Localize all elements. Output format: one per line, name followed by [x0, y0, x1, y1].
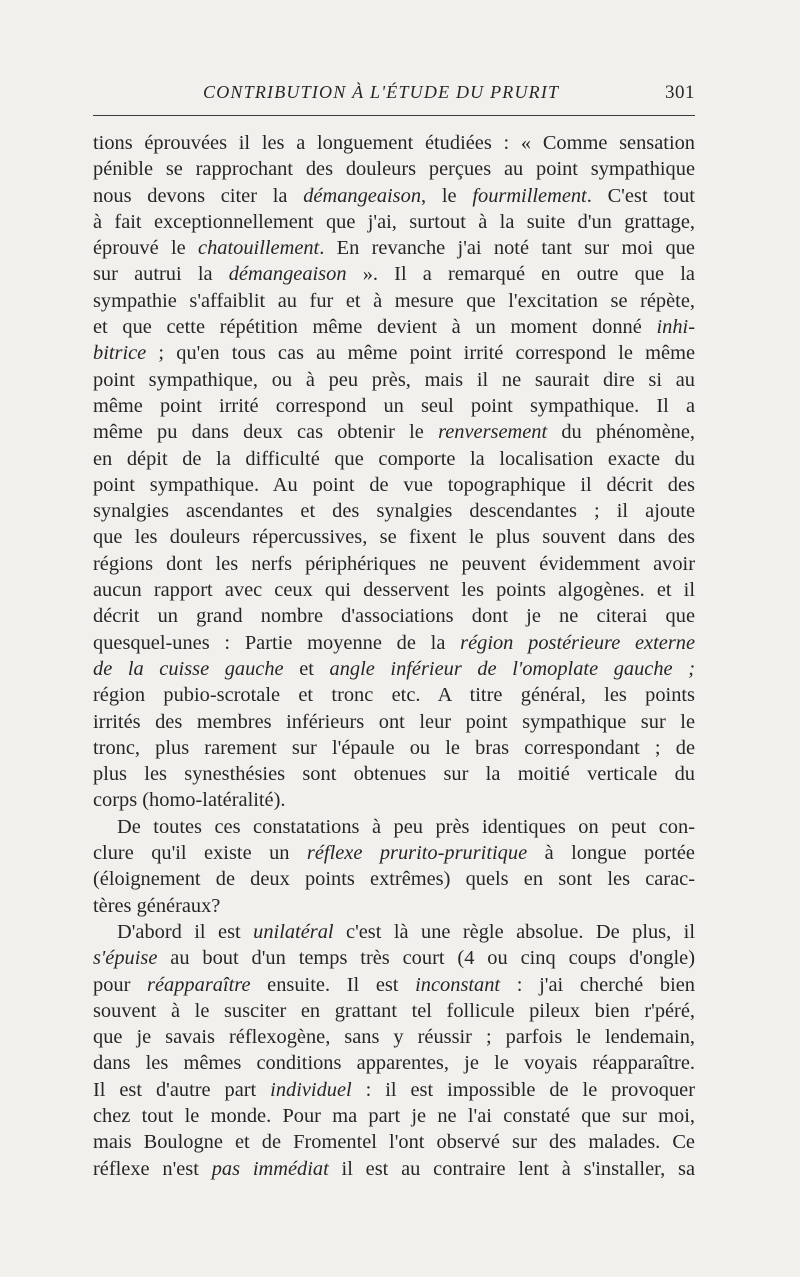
text-segment: à fait exceptionnellement que j'ai, surtout à la suite d'un grattage, [93, 210, 695, 233]
text-segment: ensuite. Il est [250, 973, 416, 996]
text-segment: (éloignement de deux points extrêmes) quels en sont les carac- [93, 868, 695, 891]
text-line [93, 998, 695, 1024]
text-line [93, 945, 695, 971]
text-segment: Il est d'autre part [93, 1078, 271, 1101]
italic-segment: angle inférieur de l'omoplate gauche ; [329, 657, 695, 680]
italic-segment: réapparaître [147, 973, 251, 996]
text-line [93, 1077, 695, 1103]
italic-segment: fourmillement [472, 184, 587, 207]
text-segment: tronc, plus rarement sur l'épaule ou le bras correspondant ; de [93, 736, 695, 759]
text-segment: souvent à le susciter en grattant tel follicule pileux bien r'péré, [93, 999, 695, 1022]
text-segment: mais Boulogne et de Fromentel l'ont observé sur des malades. Ce [93, 1131, 695, 1154]
text-line [93, 814, 695, 840]
text-line [93, 419, 695, 445]
text-line [93, 130, 695, 156]
text-segment: , le [421, 184, 473, 207]
text-line [93, 709, 695, 735]
text-line [93, 1129, 695, 1155]
text-segment: et que cette répétition même devient à un moment donné [93, 316, 657, 339]
text-segment: pénible se rapprochant des douleurs perçues au point sympathique [93, 158, 695, 181]
text-segment: éprouvé le [93, 237, 199, 260]
text-segment: corps (homo-latéralité). [93, 789, 286, 812]
text-segment: pour [93, 973, 148, 996]
text-line [93, 603, 695, 629]
text-segment: : j'ai cherché bien [500, 973, 695, 996]
text-line [93, 340, 695, 366]
text-segment: et [283, 657, 330, 680]
text-line [93, 735, 695, 761]
text-segment: décrit un grand nombre d'associations dont je ne citerai que [93, 605, 695, 628]
text-segment: que les douleurs répercussives, se fixent le plus souvent dans des [93, 526, 695, 549]
text-segment: que je savais réflexogène, sans y réussir ; parfois le lendemain, [93, 1026, 695, 1049]
text-segment: quesquel-unes : Partie moyenne de la [93, 631, 461, 654]
text-segment: à longue portée [527, 842, 695, 865]
text-segment: chez tout le monde. Pour ma part je ne l'ai constaté que sur moi, [93, 1104, 695, 1127]
text-segment: au bout d'un temps très court (4 ou cinq coups d'ongle) [157, 947, 695, 970]
text-line [93, 682, 695, 708]
text-line [93, 288, 695, 314]
text-line [93, 314, 695, 340]
text-line [93, 577, 695, 603]
text-segment: réflexe n'est [93, 1157, 212, 1180]
text-line [93, 893, 695, 919]
italic-segment: de la cuisse gauche [93, 657, 284, 680]
text-line [93, 1103, 695, 1129]
text-segment: région pubio-scrotale et tronc etc. A titre général, les points [93, 684, 695, 707]
italic-segment: bitrice [93, 342, 147, 365]
page-header [93, 82, 695, 108]
text-segment: clure qu'il existe un [93, 842, 307, 865]
text-line [93, 840, 695, 866]
italic-segment: démangeaison [228, 263, 347, 286]
italic-segment: inhi- [656, 316, 695, 339]
text-segment: tions éprouvées il les a longuement étudiées : « Comme sensation [93, 132, 695, 154]
text-line [93, 1024, 695, 1050]
italic-segment: pas immédiat [211, 1157, 329, 1180]
text-segment: même pu dans deux cas obtenir le [93, 421, 439, 444]
text-segment: ». Il a remarqué en outre que la [346, 263, 695, 286]
text-line [93, 866, 695, 892]
text-line [93, 972, 695, 998]
text-segment: De toutes ces constatations à peu près identiques on peut con- [117, 815, 695, 838]
text-line [93, 156, 695, 182]
text-line [93, 919, 695, 945]
italic-segment: réflexe prurito-pruritique [306, 842, 528, 865]
text-line [93, 761, 695, 787]
text-segment: il est au contraire lent à s'installer, sa [328, 1157, 695, 1180]
italic-segment: individuel [270, 1078, 352, 1101]
header-rule [93, 115, 695, 116]
text-line [93, 1156, 695, 1182]
text-segment: synalgies ascendantes et des synalgies descendantes ; il ajoute [93, 500, 695, 523]
text-segment: . C'est tout [586, 184, 695, 207]
running-title: CONTRIBUTION À L'ÉTUDE DU PRURIT [203, 82, 560, 102]
text-segment: nous devons citer la [93, 184, 304, 207]
italic-segment: inconstant [415, 973, 501, 996]
text-segment: régions dont les nerfs périphériques ne peuvent évidemment avoir [93, 552, 695, 575]
text-line [93, 261, 695, 287]
italic-segment: unilatéral [253, 920, 334, 943]
text-line [93, 446, 695, 472]
italic-segment: région postérieure externe [460, 631, 696, 654]
italic-segment: démangeaison [303, 184, 422, 207]
text-line [93, 183, 695, 209]
text-segment: ; qu'en tous cas au même point irrité correspond le même [146, 342, 695, 365]
text-line [93, 498, 695, 524]
text-line [93, 235, 695, 261]
text-segment: plus les synesthésies sont obtenues sur la moitié verticale du [93, 763, 695, 786]
page-number: 301 [665, 82, 695, 103]
text-segment: sympathie s'affaiblit au fur et à mesure que l'excitation se répète, [93, 289, 695, 312]
text-line [93, 1050, 695, 1076]
text-segment: irrités des membres inférieurs ont leur point sympathique sur le [93, 710, 695, 733]
text-line [93, 209, 695, 235]
body-text [93, 130, 695, 1182]
text-line [93, 551, 695, 577]
text-segment: sur autrui la [93, 263, 229, 286]
text-line [93, 630, 695, 656]
text-line [93, 656, 695, 682]
text-segment: D'abord il est [117, 920, 254, 943]
text-line [93, 367, 695, 393]
text-segment: même point irrité correspond un seul point sympathique. Il a [93, 394, 695, 417]
text-segment: : il est impossible de le provoquer [351, 1078, 695, 1101]
text-segment: c'est là une règle absolue. De plus, il [333, 920, 695, 943]
text-line [93, 393, 695, 419]
italic-segment: chatouillement [198, 237, 320, 260]
text-segment: point sympathique. Au point de vue topographique il décrit des [93, 473, 695, 496]
text-line [93, 787, 695, 813]
italic-segment: renversement [438, 421, 548, 444]
text-segment: du phénomène, [547, 421, 696, 444]
text-segment: en dépit de la difficulté que comporte la localisation exacte du [93, 447, 695, 470]
text-line [93, 472, 695, 498]
text-segment: tères généraux? [93, 894, 221, 917]
text-segment: aucun rapport avec ceux qui desservent les points algogènes. et il [93, 579, 695, 602]
italic-segment: s'épuise [93, 947, 158, 970]
text-segment: dans les mêmes conditions apparentes, je le voyais réapparaître. [93, 1052, 695, 1075]
text-segment: point sympathique, ou à peu près, mais il ne saurait dire si au [93, 368, 695, 391]
text-segment: . En revanche j'ai noté tant sur moi que [319, 237, 695, 260]
text-line [93, 524, 695, 550]
